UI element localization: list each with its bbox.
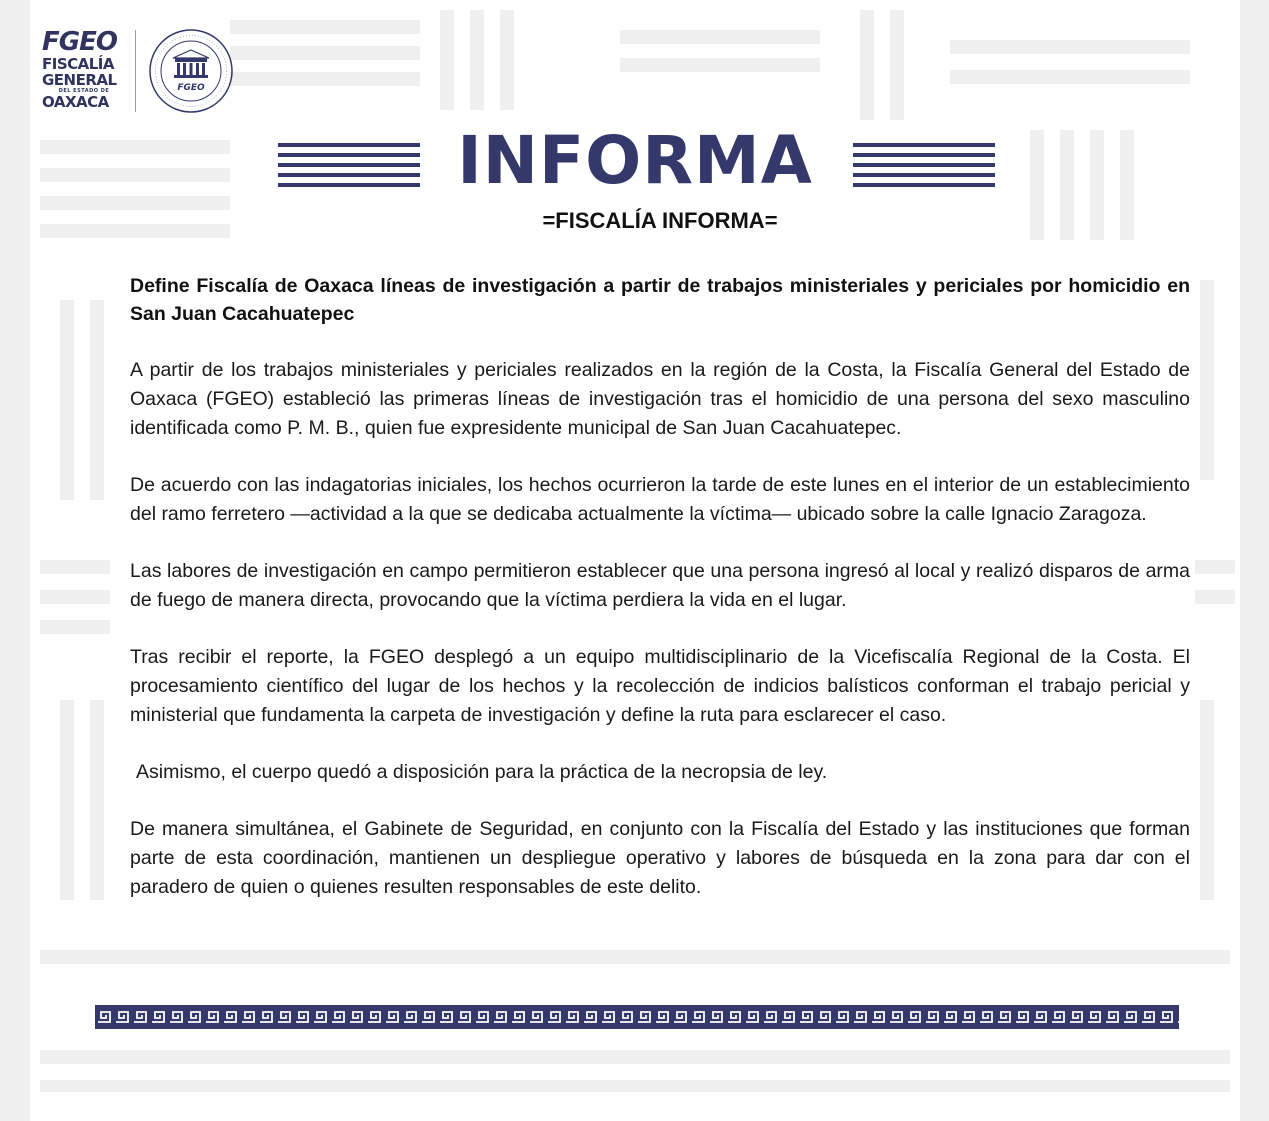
logo-oaxaca: OAXACA [42, 93, 109, 111]
logo-fiscalia: FISCALÍA [42, 55, 114, 73]
header-stripes-right [853, 143, 995, 187]
logo-mark: FGEO [42, 27, 117, 57]
article-paragraph: De manera simultánea, el Gabinete de Seguridad, en conjunto con la Fiscalía del Estado y las instituciones que forman parte de esta coordinación, mantienen un despliegue operativo y labores de búsqueda en la zona para dar con el paradero de quien o quienes resulten responsables de este delito. [130, 818, 1190, 898]
logo-divider [135, 30, 136, 112]
seal-text: FGEO [177, 83, 205, 93]
article-paragraph: Tras recibir el reporte, la FGEO desplegó a un equipo multidisciplinario de la Vicefiscalía Regional de la Costa. El procesamiento científico del lugar de los hechos y la recolección de indicios balísticos conforman el trabajo pericial y ministerial que fundamenta la carpeta de investigación y define la ruta para esclarecer el caso. [130, 646, 1190, 726]
header-stripes-left [278, 143, 420, 187]
header-title: INFORMA [457, 122, 813, 199]
header-subtitle: =FISCALÍA INFORMA= [542, 208, 778, 233]
article-paragraph: Las labores de investigación en campo permitieron establecer que una persona ingresó al local y realizó disparos de arma de fuego de manera directa, provocando que la víctima perdiera la vida en el lugar. [130, 560, 1190, 611]
logo-general: GENERAL [42, 71, 117, 89]
logo-del-estado: DEL ESTADO DE [58, 88, 110, 94]
article-paragraph: Asimismo, el cuerpo quedó a disposición para la práctica de la necropsia de ley. [136, 761, 828, 783]
article-paragraph: De acuerdo con las indagatorias iniciales, los hechos ocurrieron la tarde de este lunes en el interior de un establecimiento del ramo ferretero —actividad a la que se dedicaba actualmente la víctima— ubicado sobre la calle Ignacio Zaragoza. [130, 474, 1190, 525]
fgeo-wordmark [42, 28, 126, 110]
article-headline: Define Fiscalía de Oaxaca líneas de investigación a partir de trabajos ministeriales y periciales por homicidio en San Juan Cacahuatepec [130, 275, 1190, 325]
article-paragraph: A partir de los trabajos ministeriales y periciales realizados en la región de la Costa, la Fiscalía General del Estado de Oaxaca (FGEO) estableció las primeras líneas de investigación tras el homicidio de una persona del sexo masculino identificada como P. M. B., quien fue expresidente municipal de San Juan Cacahuatepec. [130, 359, 1190, 439]
fgeo-seal-icon [148, 28, 234, 114]
greek-key-border [95, 1005, 1179, 1029]
article-body [130, 272, 1190, 930]
fgeo-logo [42, 28, 242, 118]
